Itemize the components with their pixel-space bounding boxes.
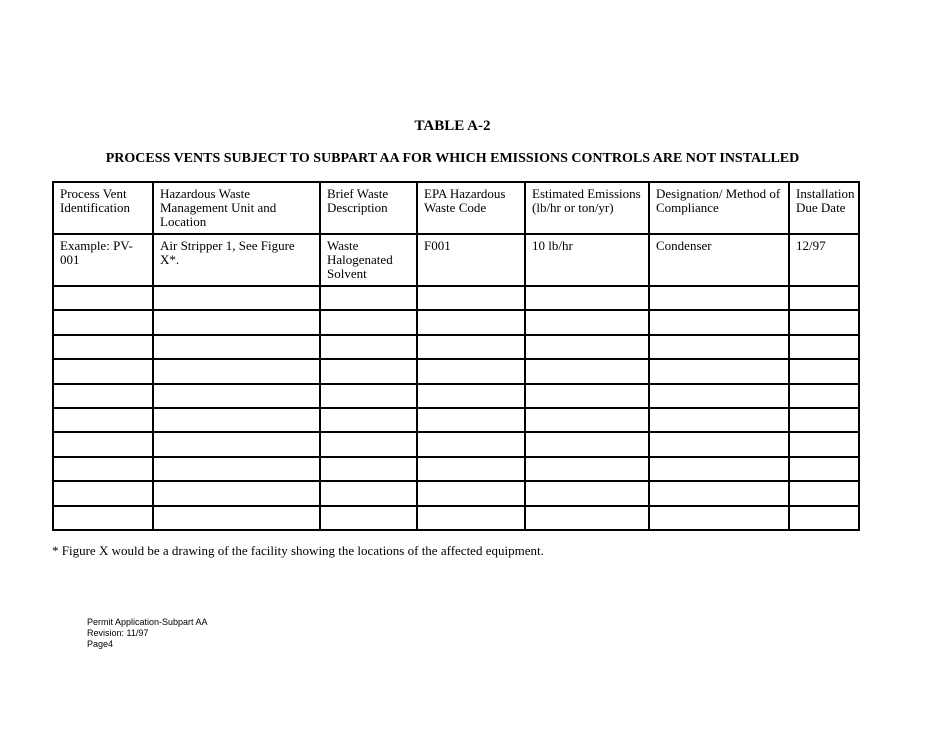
blank-cell [417,432,525,456]
table-row-blank [53,359,859,383]
blank-cell [153,359,320,383]
header-cell: EPA Hazardous Waste Code [417,182,525,234]
header-cell: Process Vent Identification [53,182,153,234]
blank-cell [320,286,417,310]
blank-cell [789,359,859,383]
blank-cell [53,481,153,505]
blank-cell [417,481,525,505]
blank-cell [53,310,153,334]
blank-cell [417,359,525,383]
blank-cell [789,432,859,456]
table-cell: F001 [417,234,525,286]
table-row-blank [53,481,859,505]
blank-cell [417,335,525,359]
blank-cell [789,481,859,505]
table-title: TABLE A-2 [414,118,491,134]
blank-cell [320,481,417,505]
blank-cell [53,286,153,310]
footer-revision: Revision: 11/97 [87,628,149,638]
footer-page-number: Page4 [87,639,114,649]
blank-cell [525,457,649,481]
blank-cell [153,432,320,456]
header-cell: Installation Due Date [789,182,859,234]
table-cell: Condenser [649,234,789,286]
blank-cell [789,286,859,310]
blank-cell [320,384,417,408]
blank-cell [649,408,789,432]
blank-cell [320,457,417,481]
blank-cell [789,384,859,408]
table-row-example [53,234,859,286]
blank-cell [153,335,320,359]
blank-cell [153,384,320,408]
page-footer [87,617,208,650]
blank-cell [525,432,649,456]
table-row-blank [53,457,859,481]
table-header-row [53,182,859,234]
blank-cell [525,286,649,310]
blank-cell [649,359,789,383]
table-row-blank [53,506,859,530]
blank-cell [417,457,525,481]
blank-cell [153,481,320,505]
blank-cell [789,310,859,334]
blank-cell [649,506,789,530]
table-row-blank [53,432,859,456]
blank-cell [320,335,417,359]
blank-cell [525,384,649,408]
header-cell: Hazardous Waste Management Unit and Location [153,182,320,234]
process-vents-table [52,181,860,531]
blank-cell [417,408,525,432]
blank-cell [649,481,789,505]
blank-cell [153,310,320,334]
blank-cell [53,457,153,481]
blank-cell [789,335,859,359]
blank-cell [649,310,789,334]
blank-cell [649,384,789,408]
footer-document-name: Permit Application-Subpart AA [87,617,208,627]
table-cell: 12/97 [789,234,859,286]
blank-cell [525,335,649,359]
footnote: * Figure X would be a drawing of the facility showing the locations of the affected equipment. [52,543,544,558]
blank-cell [417,506,525,530]
blank-cell [53,335,153,359]
blank-cell [153,457,320,481]
table-cell: Waste Halogenated Solvent [320,234,417,286]
blank-cell [525,481,649,505]
blank-cell [789,408,859,432]
blank-cell [53,384,153,408]
table-cell: 10 lb/hr [525,234,649,286]
header-cell: Designation/ Method of Compliance [649,182,789,234]
blank-cell [153,286,320,310]
blank-cell [53,408,153,432]
blank-cell [53,432,153,456]
blank-cell [153,408,320,432]
blank-cell [320,310,417,334]
blank-cell [789,457,859,481]
blank-cell [525,310,649,334]
table-row-blank [53,384,859,408]
table-row-blank [53,335,859,359]
blank-cell [525,506,649,530]
header-cell: Brief Waste Description [320,182,417,234]
table-row-blank [53,286,859,310]
blank-cell [789,506,859,530]
blank-cell [649,335,789,359]
table-row-blank [53,408,859,432]
blank-cell [417,310,525,334]
blank-cell [649,457,789,481]
blank-cell [320,432,417,456]
blank-cell [417,286,525,310]
blank-cell [649,432,789,456]
table-cell: Air Stripper 1, See Figure X*. [153,234,320,286]
blank-cell [525,359,649,383]
blank-cell [417,384,525,408]
blank-cell [649,286,789,310]
blank-cell [320,506,417,530]
header-cell: Estimated Emissions (lb/hr or ton/yr) [525,182,649,234]
table-subtitle: PROCESS VENTS SUBJECT TO SUBPART AA FOR WHICH EMISSIONS CONTROLS ARE NOT INSTALLED [105,151,800,166]
blank-cell [525,408,649,432]
table-cell: Example: PV-001 [53,234,153,286]
blank-cell [53,506,153,530]
blank-cell [320,359,417,383]
table-row-blank [53,310,859,334]
blank-cell [153,506,320,530]
blank-cell [320,408,417,432]
blank-cell [53,359,153,383]
